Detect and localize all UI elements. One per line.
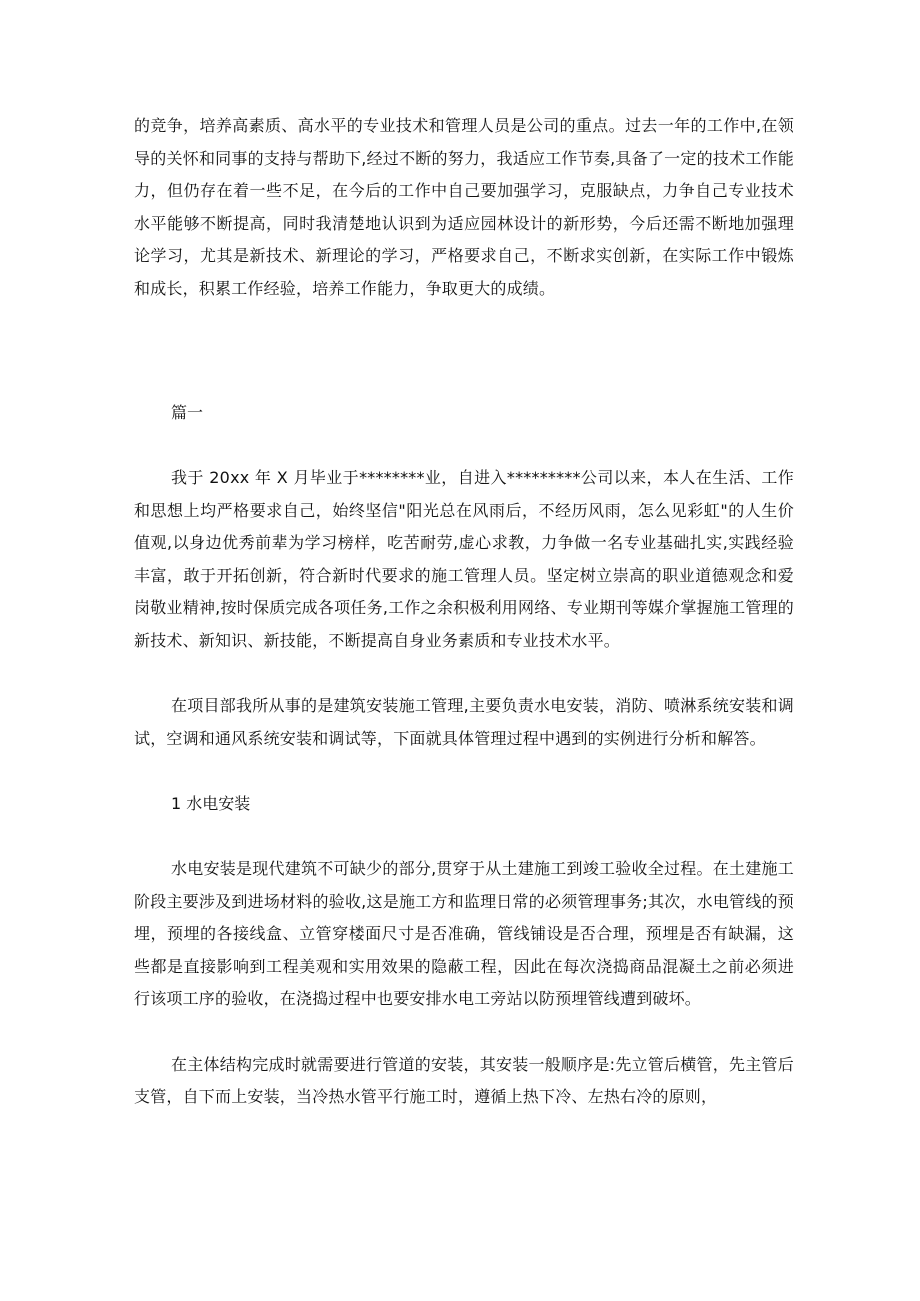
- section-spacer: [134, 305, 794, 397]
- paragraph-spacer: [134, 820, 794, 853]
- paragraph-spacer: [134, 755, 794, 788]
- paragraph-1: 我于 20xx 年 X 月毕业于********业，自进入*********公司以来，本人在生活、工作和思想上均严格要求自己，始终坚信"阳光总在风雨后，不经历风雨，怎么见彩虹"的人生价值观,以身边优秀前辈为学习榜样，吃苦耐劳,虚心求教，力争做一名专业基础扎实,实践经验丰富，敢于开拓创新，符合新时代要求的施工管理人员。坚定树立崇高的职业道德观念和爱岗敬业精神,按时保质完成各项任务,工作之余积极利用网络、专业期刊等媒介掌握施工管理的新技术、新知识、新技能，不断提高自身业务素质和专业技术水平。: [134, 468, 794, 650]
- paragraph-2: 在项目部我所从事的是建筑安装施工管理,主要负责水电安装，消防、喷淋系统安装和调试，空调和通风系统安装和调试等，下面就具体管理过程中遇到的实例进行分析和解答。: [134, 696, 794, 748]
- paragraph-4: 在主体结构完成时就需要进行管道的安装，其安装一般顺序是:先立管后横管，先主管后支管，自下而上安装，当冷热水管平行施工时，遵循上热下冷、左热右冷的原则，: [134, 1054, 794, 1106]
- section-title: 篇一: [171, 403, 204, 422]
- paragraph-spacer: [134, 1016, 794, 1049]
- paragraph-spacer: [134, 657, 794, 690]
- intro-paragraph: 的竞争，培养高素质、高水平的专业技术和管理人员是公司的重点。过去一年的工作中,在领导的关怀和同事的支持与帮助下,经过不断的努力，我适应工作节奏,具备了一定的技术工作能力，但仍存在着一些不足，在今后的工作中自己要加强学习，克服缺点，力争自己专业技术水平能够不断提高，同时我清楚地认识到为适应园林设计的新形势，今后还需不断地加强理论学习，尤其是新技术、新理论的学习，严格要求自己，不断求实创新，在实际工作中锻炼和成长，积累工作经验，培养工作能力，争取更大的成绩。: [134, 116, 794, 298]
- document-page: [134, 110, 794, 1114]
- paragraph-spacer: [134, 429, 794, 462]
- subheading-1: 1 水电安装: [171, 794, 251, 813]
- paragraph-3: 水电安装是现代建筑不可缺少的部分,贯穿于从土建施工到竣工验收全过程。在土建施工阶段主要涉及到进场材料的验收,这是施工方和监理日常的必须管理事务;其次，水电管线的预埋，预埋的各接线盒、立管穿楼面尺寸是否准确，管线铺设是否合理，预埋是否有缺漏，这些都是直接影响到工程美观和实用效果的隐蔽工程，因此在每次浇捣商品混凝土之前必须进行该项工序的验收，在浇捣过程中也要安排水电工旁站以防预埋管线遭到破坏。: [134, 859, 794, 1008]
